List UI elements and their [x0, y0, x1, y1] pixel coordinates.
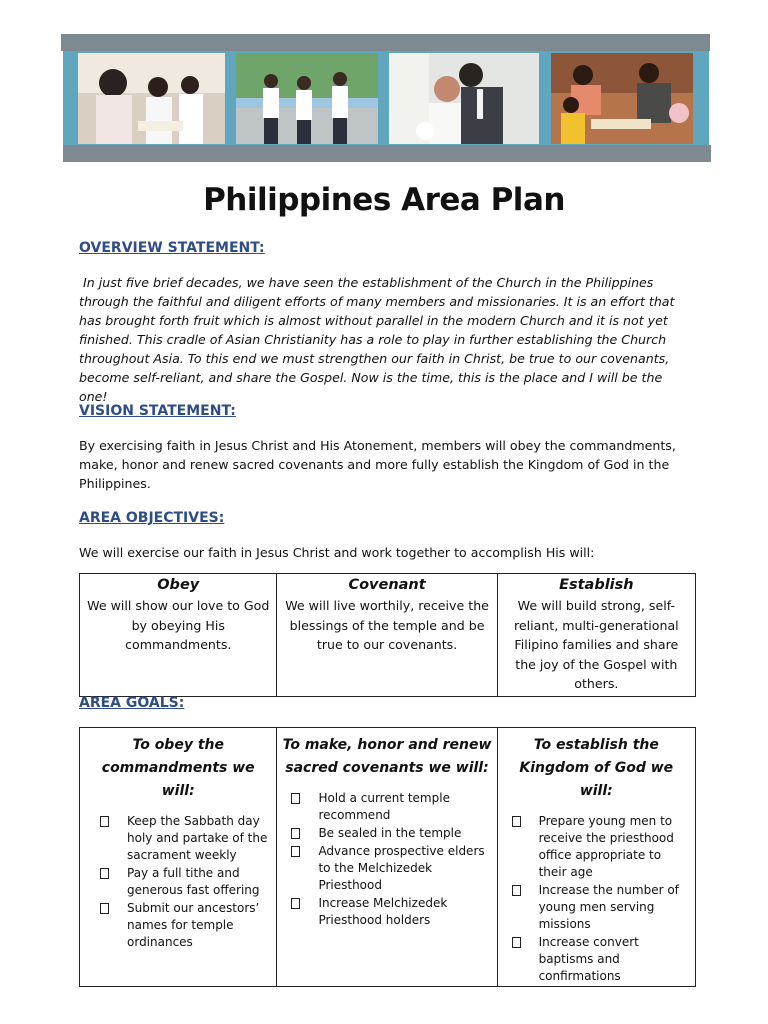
vision-heading: VISION STATEMENT: — [79, 403, 236, 419]
objectives-intro: We will exercise our faith in Jesus Christ and work together to accomplish His will: — [79, 545, 595, 560]
banner-frame-bottom — [63, 145, 711, 162]
checkbox-icon — [100, 903, 109, 914]
vision-text: By exercising faith in Jesus Christ and His Atonement, members will obey the commandments, make, honor and renew sacred covenants and more fully establish the Kingdom of God in the Philippines. — [79, 438, 676, 491]
wedding-couple-photo — [389, 53, 539, 144]
missionaries-walking-photo — [236, 53, 378, 144]
objective-title: Obey — [157, 577, 200, 593]
goal-list — [498, 813, 695, 985]
list-item: Increase convert baptisms and confirmations — [512, 934, 689, 985]
list-item: Submit our ancestors’ names for temple ordinances — [100, 900, 270, 951]
list-item: Keep the Sabbath day holy and partake of the sacrament weekly — [100, 813, 270, 864]
objective-cell — [277, 574, 497, 697]
overview-text: In just five brief decades, we have seen the establishment of the Church in the Philippines through the faithful and diligent efforts of many members and missionaries. It is an effort that has brought forth fruit which is almost without parallel in the modern Church and it is not yet finished. This cradle of Asian Christianity has a role to play in further establishing the Church throughout Asia. To this end we must strengthen our faith in Christ, be true to our covenants, become self-reliant, and share the Gospel. Now is the time, this is the place and I will be the one! — [79, 275, 679, 404]
objectives-heading: AREA OBJECTIVES: — [79, 510, 225, 526]
goal-title: To establish the Kingdom of God we will: — [519, 737, 674, 799]
list-item: Prepare young men to receive the priesthood office appropriate to their age — [512, 813, 689, 881]
list-item: Be sealed in the temple — [291, 825, 490, 842]
checkbox-icon — [291, 846, 300, 857]
goal-list — [80, 813, 276, 951]
goal-list — [277, 790, 496, 929]
objective-text: We will live worthily, receive the blessings of the temple and be true to our covenants. — [285, 598, 489, 652]
objective-text: We will build strong, self-reliant, multi-generational Filipino families and share the joy of the Gospel with others. — [513, 598, 679, 691]
list-item: Increase the number of young men serving missions — [512, 882, 689, 933]
checkbox-icon — [100, 868, 109, 879]
checkbox-icon — [291, 793, 300, 804]
goal-cell — [80, 728, 277, 987]
checkbox-icon — [291, 898, 300, 909]
page-title: Philippines Area Plan — [203, 182, 565, 218]
goal-cell — [277, 728, 497, 987]
objective-cell — [80, 574, 277, 697]
banner-frame-top — [61, 34, 710, 51]
checkbox-icon — [512, 816, 521, 827]
overview-heading: OVERVIEW STATEMENT: — [79, 240, 265, 256]
study-group-photo — [78, 53, 225, 144]
goal-cell — [497, 728, 695, 987]
list-item: Increase Melchizedek Priesthood holders — [291, 895, 490, 929]
objective-title: Covenant — [348, 577, 426, 593]
objective-title: Establish — [559, 577, 634, 593]
list-item: Pay a full tithe and generous fast offering — [100, 865, 270, 899]
goals-table — [79, 727, 696, 987]
objective-cell — [497, 574, 695, 697]
objectives-table — [79, 573, 696, 697]
goal-title: To obey the commandments we will: — [101, 737, 255, 799]
family-scripture-photo — [551, 53, 693, 144]
list-item: Advance prospective elders to the Melchizedek Priesthood — [291, 843, 490, 894]
goals-heading: AREA GOALS: — [79, 695, 185, 711]
checkbox-icon — [512, 885, 521, 896]
checkbox-icon — [291, 828, 300, 839]
list-item: Hold a current temple recommend — [291, 790, 490, 824]
goal-title: To make, honor and renew sacred covenants we will: — [282, 737, 492, 776]
objective-text: We will show our love to God by obeying His commandments. — [87, 598, 270, 652]
checkbox-icon — [100, 816, 109, 827]
checkbox-icon — [512, 937, 521, 948]
